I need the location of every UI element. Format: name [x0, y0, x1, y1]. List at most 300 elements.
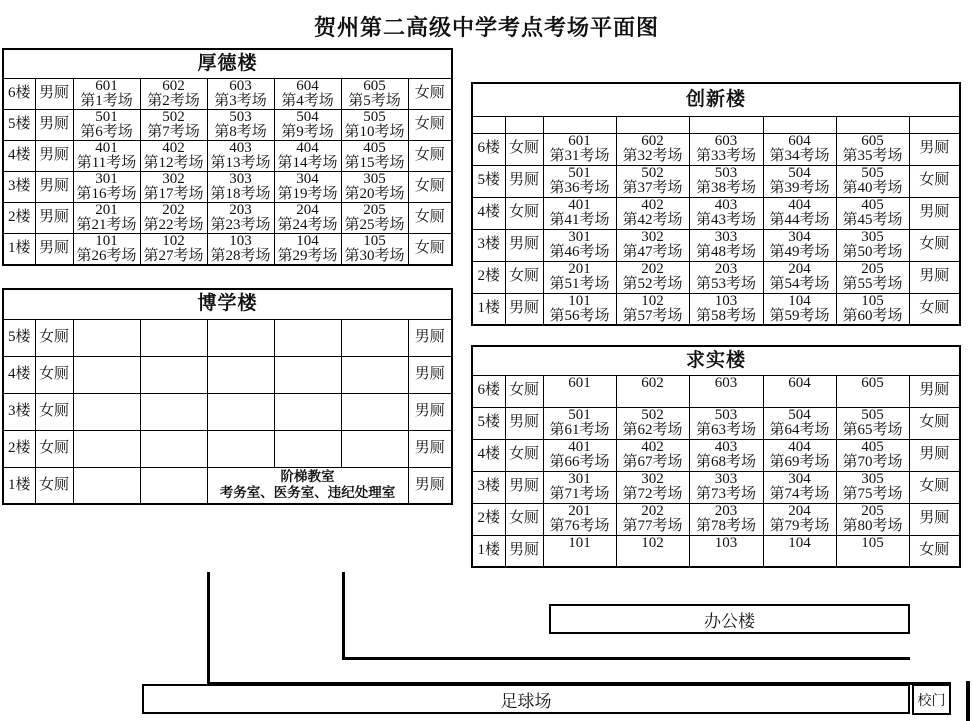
room-number: 301: [568, 229, 591, 245]
room-cell: [616, 471, 689, 503]
exam-room-label: 第67考场: [622, 454, 683, 470]
toilet-left-label: 女厕: [35, 430, 73, 467]
room-number: 101: [95, 233, 118, 249]
room-cell: [73, 78, 140, 109]
room-number: 501: [568, 165, 591, 181]
room-number: 205: [363, 202, 386, 218]
toilet-right-label: 女厕: [408, 109, 452, 140]
toilet-right-label: 女厕: [909, 165, 960, 197]
exam-room-label: 第14考场: [277, 154, 338, 171]
exam-room-label: [74, 485, 140, 500]
room-cell: [763, 165, 836, 197]
floor-label: 5楼: [3, 319, 35, 356]
exam-room-label: 第29考场: [277, 247, 338, 264]
room-number: 505: [861, 407, 884, 423]
room-number: [74, 323, 140, 338]
room-cell: [763, 133, 836, 165]
floor-label: 2楼: [3, 202, 35, 233]
room-cell: [207, 319, 274, 356]
room-number: 401: [568, 197, 591, 213]
room-number: 505: [861, 165, 884, 181]
spacer-cell: [909, 116, 960, 133]
toilet-left-label: 女厕: [35, 319, 73, 356]
room-cell: [543, 407, 616, 439]
floor-label: 3楼: [3, 393, 35, 430]
room-cell: [341, 319, 408, 356]
room-cell: [73, 233, 140, 265]
exam-room-label: [141, 485, 207, 500]
room-number: 204: [788, 503, 811, 519]
floor-label: 6楼: [472, 375, 505, 407]
room-cell: [140, 467, 207, 504]
room-number: 303: [229, 171, 252, 187]
path-line-middle: [342, 572, 345, 660]
exam-room-label: 第66考场: [549, 454, 610, 470]
exam-room-label: 第53考场: [695, 276, 756, 292]
exam-room-label: [74, 375, 140, 390]
room-number: 602: [162, 78, 185, 94]
room-cell: [140, 319, 207, 356]
exam-room-label: 第72考场: [622, 486, 683, 502]
room-number: 304: [296, 171, 319, 187]
room-cell: [836, 375, 909, 407]
exam-room-label: 第5考场: [348, 92, 401, 109]
room-cell: [689, 261, 763, 293]
room-number: 102: [641, 293, 664, 309]
room-cell: [616, 375, 689, 407]
room-cell: [140, 430, 207, 467]
floor-row: [3, 171, 452, 202]
room-cell: [763, 293, 836, 325]
room-number: 303: [714, 471, 738, 487]
floor-label: 6楼: [3, 78, 35, 109]
room-number: 101: [568, 293, 591, 309]
exam-room-label: 第6考场: [80, 123, 133, 140]
floor-row: [472, 165, 960, 197]
floor-label: 6楼: [472, 133, 505, 165]
room-cell: [689, 503, 763, 535]
room-cell: [274, 319, 341, 356]
exam-room-label: 第74考场: [769, 486, 830, 502]
toilet-right-label: 女厕: [909, 471, 960, 503]
floor-row: [472, 439, 960, 471]
room-number: 202: [641, 261, 664, 277]
room-cell: [341, 171, 408, 202]
exam-room-label: [617, 551, 689, 566]
room-number: 103: [714, 535, 738, 551]
spacer-cell: [763, 116, 836, 133]
room-cell: [689, 375, 763, 407]
room-cell: [689, 229, 763, 261]
exam-room-label: [837, 391, 909, 406]
exam-room-label: 第23考场: [210, 216, 271, 233]
floor-row: [3, 109, 452, 140]
room-number: 305: [363, 171, 386, 187]
field-top-wall-line: [207, 682, 951, 685]
exam-room-label: 第45考场: [842, 212, 903, 228]
room-number: [74, 397, 140, 412]
room-cell: [543, 133, 616, 165]
room-cell: [207, 430, 274, 467]
exam-room-label: 第2考场: [147, 92, 200, 109]
exam-room-label: 第35考场: [842, 148, 903, 164]
exam-room-label: 第39考场: [769, 180, 830, 196]
room-number: 201: [568, 503, 591, 519]
room-number: 203: [714, 503, 738, 519]
exam-room-label: [141, 375, 207, 390]
room-number: 401: [95, 140, 118, 156]
room-number: 501: [568, 407, 591, 423]
room-number: 404: [788, 197, 811, 213]
room-cell: [616, 133, 689, 165]
room-number: 402: [162, 140, 185, 156]
room-number: 503: [229, 109, 252, 125]
exam-room-label: 第16考场: [76, 185, 137, 202]
room-number: 205: [861, 261, 884, 277]
exam-room-label: [544, 551, 616, 566]
building-name: 创新楼: [472, 83, 960, 116]
room-number: [74, 434, 140, 449]
room-number: 104: [296, 233, 319, 249]
room-cell: [207, 109, 274, 140]
room-number: 402: [641, 439, 664, 455]
room-number: 203: [714, 261, 738, 277]
exam-room-label: [208, 449, 274, 464]
exam-room-label: 第32考场: [622, 148, 683, 164]
exam-room-label: 第63考场: [695, 422, 756, 438]
toilet-right-label: 女厕: [909, 535, 960, 567]
toilet-left-label: 女厕: [505, 503, 543, 535]
exam-room-label: 第31考场: [549, 148, 610, 164]
floor-row: [472, 293, 960, 325]
exam-room-label: 第46考场: [549, 244, 610, 260]
exam-room-label: 第15考场: [344, 154, 405, 171]
room-cell: [140, 171, 207, 202]
room-cell: [763, 261, 836, 293]
building-name: 厚德楼: [3, 49, 452, 78]
toilet-right-label: 男厕: [909, 133, 960, 165]
room-cell: [140, 202, 207, 233]
exam-room-label: 第8考场: [214, 123, 267, 140]
room-number: 503: [714, 165, 738, 181]
room-number: 502: [162, 109, 185, 125]
room-cell: [543, 439, 616, 471]
toilet-right-label: 男厕: [408, 430, 452, 467]
exam-room-label: 第26考场: [76, 247, 137, 264]
exam-room-label: 第50考场: [842, 244, 903, 260]
room-cell: [763, 503, 836, 535]
floor-label: 2楼: [3, 430, 35, 467]
exam-room-label: 第44考场: [769, 212, 830, 228]
exam-room-label: 第7考场: [147, 123, 200, 140]
exam-room-label: 第58考场: [695, 307, 756, 324]
room-cell: [341, 393, 408, 430]
floor-label: 1楼: [3, 467, 35, 504]
building-header-row: [472, 346, 960, 375]
room-cell: [207, 140, 274, 171]
exam-room-label: 第48考场: [695, 244, 756, 260]
exam-room-label: 第76考场: [549, 518, 610, 534]
room-number: 605: [861, 133, 884, 149]
room-cell: [274, 393, 341, 430]
floor-row: [472, 229, 960, 261]
floor-label: 1楼: [3, 233, 35, 265]
page-title: 贺州第二高级中学考点考场平面图: [313, 15, 659, 40]
exam-room-label: 第19考场: [277, 185, 338, 202]
floor-label: 3楼: [3, 171, 35, 202]
exam-room-label: 第49考场: [769, 244, 830, 260]
room-cell: [207, 78, 274, 109]
floor-label: 5楼: [472, 165, 505, 197]
exam-room-label: [690, 551, 763, 566]
room-cell: [543, 229, 616, 261]
exam-room-label: [74, 412, 140, 427]
room-number: [74, 470, 140, 485]
room-cell: [836, 133, 909, 165]
room-cell: [616, 165, 689, 197]
toilet-left-label: 男厕: [35, 140, 73, 171]
room-cell: [543, 375, 616, 407]
room-cell: [689, 407, 763, 439]
room-number: [275, 323, 341, 338]
room-cell: [763, 229, 836, 261]
room-number: 202: [162, 202, 185, 218]
spacer-cell: [543, 116, 616, 133]
room-number: 302: [162, 171, 185, 187]
room-number: 604: [296, 78, 319, 94]
exam-room-label: 第13考场: [210, 154, 271, 171]
room-cell: [341, 233, 408, 265]
office-building-label: 办公楼: [704, 611, 755, 631]
floor-row: [472, 471, 960, 503]
exam-offices-label: 考务室、医务室、违纪处理室: [219, 485, 396, 501]
room-cell: [616, 535, 689, 567]
exam-room-label: [208, 412, 274, 427]
room-cell: [274, 356, 341, 393]
exam-room-label: 第56考场: [549, 307, 610, 324]
room-number: 105: [363, 233, 386, 249]
room-number: 303: [714, 229, 738, 245]
school-gate-box: [912, 684, 951, 715]
toilet-left-label: 女厕: [505, 133, 543, 165]
room-cell: [140, 233, 207, 265]
exam-room-label: 第54考场: [769, 276, 830, 292]
room-cell: [140, 356, 207, 393]
exam-room-label: [275, 412, 341, 427]
floor-label: 2楼: [472, 261, 505, 293]
room-cell: [341, 430, 408, 467]
room-number: 405: [861, 439, 884, 455]
exam-room-label: 第4考场: [281, 92, 334, 109]
floor-row: [3, 233, 452, 265]
room-cell: [836, 439, 909, 471]
room-cell: [689, 439, 763, 471]
floor-row: [472, 375, 960, 407]
spacer-cell: [472, 116, 505, 133]
exam-room-label: 第71考场: [549, 486, 610, 502]
room-number: 505: [363, 109, 386, 125]
room-number: 102: [162, 233, 185, 249]
room-cell: [836, 503, 909, 535]
exam-room-label: [74, 449, 140, 464]
toilet-left-label: 男厕: [35, 233, 73, 265]
room-number: 304: [788, 229, 811, 245]
room-cell: [341, 78, 408, 109]
room-number: [342, 397, 408, 412]
room-cell: [689, 165, 763, 197]
toilet-right-label: 女厕: [909, 229, 960, 261]
room-number: [208, 323, 274, 338]
exam-room-label: 第12考场: [143, 154, 204, 171]
exam-room-label: 第9考场: [281, 123, 334, 140]
toilet-right-label: 女厕: [408, 233, 452, 265]
floor-row: [3, 430, 452, 467]
room-number: 302: [641, 229, 664, 245]
exam-room-label: 第28考场: [210, 247, 271, 264]
floor-label: 4楼: [472, 439, 505, 471]
spacer-cell: [689, 116, 763, 133]
exam-room-label: [74, 338, 140, 353]
room-number: 204: [296, 202, 319, 218]
room-cell: [73, 319, 140, 356]
floor-label: 4楼: [472, 197, 505, 229]
room-number: [208, 434, 274, 449]
room-cell: [836, 407, 909, 439]
room-cell: [763, 471, 836, 503]
room-cell: [689, 471, 763, 503]
room-cell: [836, 471, 909, 503]
toilet-left-label: 女厕: [35, 393, 73, 430]
toilet-left-label: 男厕: [35, 109, 73, 140]
exam-room-label: 第77考场: [622, 518, 683, 534]
room-cell: [341, 109, 408, 140]
exam-room-label: 第33考场: [695, 148, 756, 164]
room-number: 305: [861, 471, 884, 487]
exam-room-label: [764, 391, 836, 406]
toilet-left-label: 男厕: [505, 535, 543, 567]
room-number: 405: [861, 197, 884, 213]
exam-room-label: 第62考场: [622, 422, 683, 438]
exam-room-label: 第34考场: [769, 148, 830, 164]
exam-room-label: [275, 338, 341, 353]
exam-room-label: [617, 391, 689, 406]
room-cell: [543, 261, 616, 293]
toilet-left-label: 男厕: [35, 202, 73, 233]
floor-row: [472, 133, 960, 165]
room-cell: [836, 535, 909, 567]
floor-row: [3, 467, 452, 504]
room-cell: [73, 356, 140, 393]
exam-room-label: [275, 449, 341, 464]
exam-room-label: 第78考场: [695, 518, 756, 534]
floor-row: [472, 535, 960, 567]
building-table-boxue: [2, 288, 453, 505]
exam-room-label: 第55考场: [842, 276, 903, 292]
room-cell: [207, 356, 274, 393]
room-cell: [763, 375, 836, 407]
exam-room-label: 第51考场: [549, 276, 610, 292]
room-cell: [207, 202, 274, 233]
boundary-wall-line: [966, 681, 970, 721]
toilet-left-label: 女厕: [505, 439, 543, 471]
room-cell: [274, 109, 341, 140]
exam-room-label: 第10考场: [344, 123, 405, 140]
room-number: 504: [788, 407, 811, 423]
floor-row: [3, 319, 452, 356]
exam-room-label: 第52考场: [622, 276, 683, 292]
room-cell: [689, 293, 763, 325]
room-cell: [763, 439, 836, 471]
floor-label: 3楼: [472, 471, 505, 503]
room-cell: [73, 109, 140, 140]
building-header-row: [472, 83, 960, 116]
room-number: 502: [641, 165, 664, 181]
room-number: 403: [714, 197, 738, 213]
room-number: 103: [714, 293, 738, 309]
office-building-box: [549, 604, 910, 634]
room-cell: [341, 140, 408, 171]
room-number: [275, 434, 341, 449]
room-cell: [836, 293, 909, 325]
exam-room-label: 第47考场: [622, 244, 683, 260]
toilet-right-label: 男厕: [408, 393, 452, 430]
exam-room-label: 第68考场: [695, 454, 756, 470]
building-name: 求实楼: [472, 346, 960, 375]
room-cell: [140, 78, 207, 109]
room-number: 104: [788, 535, 811, 551]
room-number: [208, 397, 274, 412]
toilet-left-label: 男厕: [505, 471, 543, 503]
toilet-left-label: 男厕: [35, 78, 73, 109]
exam-room-label: 第70考场: [842, 454, 903, 470]
room-number: 603: [714, 133, 738, 149]
room-number: 601: [95, 78, 118, 94]
exam-room-label: 第30考场: [344, 247, 405, 264]
room-cell: [73, 393, 140, 430]
room-number: 105: [861, 535, 884, 551]
room-number: 601: [568, 375, 591, 391]
room-cell: [140, 393, 207, 430]
room-cell: [543, 535, 616, 567]
toilet-right-label: 男厕: [909, 261, 960, 293]
room-number: 205: [861, 503, 884, 519]
room-number: 305: [861, 229, 884, 245]
floor-label: 1楼: [472, 293, 505, 325]
exam-room-label: 第37考场: [622, 180, 683, 196]
floor-label: 5楼: [472, 407, 505, 439]
room-number: 301: [568, 471, 591, 487]
exam-room-label: 第41考场: [549, 212, 610, 228]
room-cell: [763, 535, 836, 567]
exam-room-label: 第3考场: [214, 92, 267, 109]
path-line-left: [207, 572, 210, 685]
floor-label: 4楼: [3, 140, 35, 171]
spacer-cell: [505, 116, 543, 133]
exam-room-label: 第65考场: [842, 422, 903, 438]
room-number: 603: [229, 78, 252, 94]
room-cell: [836, 197, 909, 229]
road-line: [342, 657, 910, 660]
room-cell: [207, 393, 274, 430]
toilet-left-label: 女厕: [35, 467, 73, 504]
building-table-chuangxin: [471, 82, 961, 326]
exam-room-label: 第61考场: [549, 422, 610, 438]
floor-label: 4楼: [3, 356, 35, 393]
toilet-right-label: 女厕: [909, 407, 960, 439]
room-cell: [689, 535, 763, 567]
spacer-cell: [836, 116, 909, 133]
room-number: 601: [568, 133, 591, 149]
